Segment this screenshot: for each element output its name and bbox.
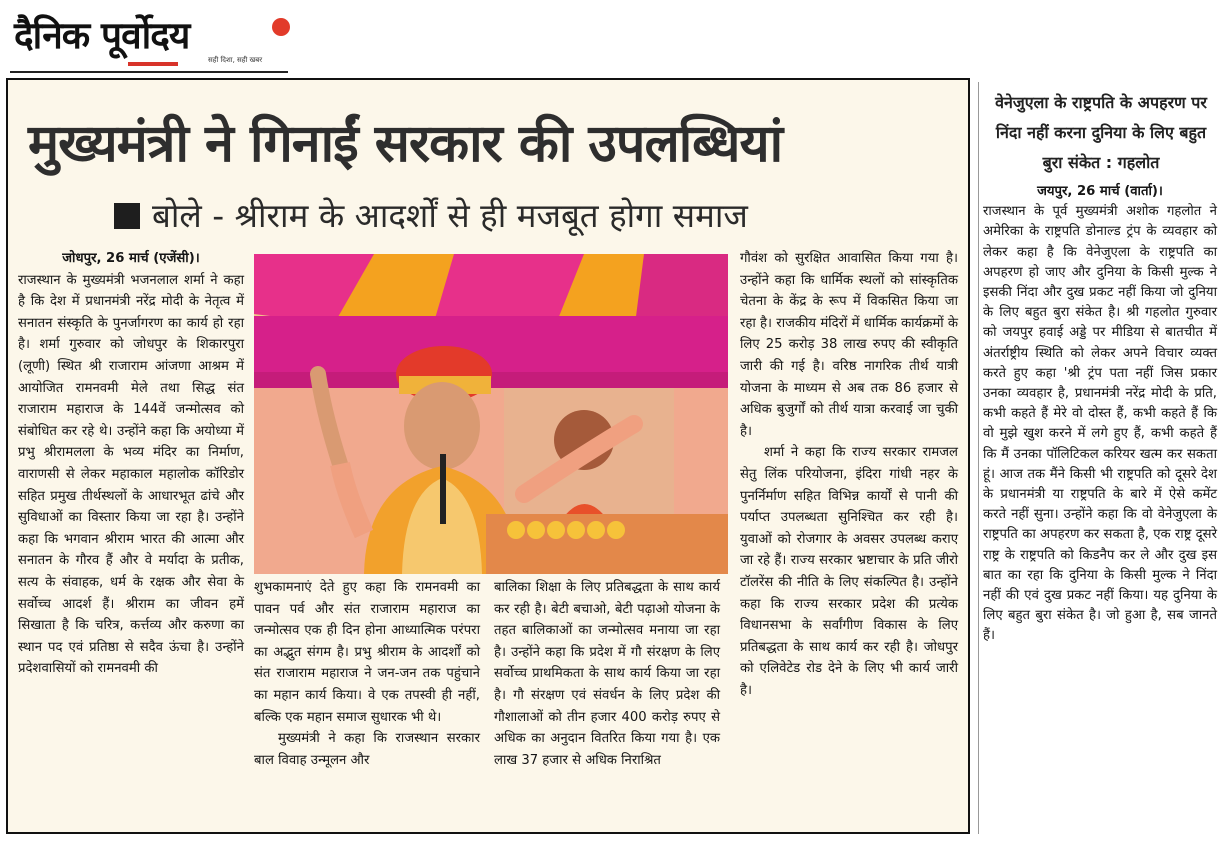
masthead-accent-bar xyxy=(128,62,178,66)
article-dateline: जोधपुर, 26 मार्च (एजेंसी)। xyxy=(62,251,200,266)
article-column-4a-text: गौवंश को सुरक्षित आवासित किया गया है। उन्होंने कहा कि धार्मिक स्थलों को सांस्कृतिक चेतना के केंद्र के रूप में विकसित किया जा रहा है। राजकीय मंदिरों में धार्मिक कार्यक्रमों के लिए 25 करोड़ 38 लाख रुपए की स्वीकृति जारी की गई है। वरिष्ठ नागरिक तीर्थ यात्री योजना के माध्यम से अब तक 86 हजार से अधिक बुजुर्गों को तीर्थ यात्रा करवाई जा चुकी है। xyxy=(740,251,958,439)
masthead-rule xyxy=(10,71,288,73)
newspaper-masthead xyxy=(10,6,288,72)
article-photo xyxy=(254,254,728,574)
sidebar-body xyxy=(983,182,1217,647)
newspaper-logo: दैनिक पूर्वोदय xyxy=(14,14,190,57)
article-column-4b-text: शर्मा ने कहा कि राज्य सरकार रामजल सेतु लिंक परियोजना, इंदिरा गांधी नहर के पुनर्निर्माण सहित विभिन्न कार्यों से पानी की पर्याप्त उपलब्धता सुनिश्चित कर रही है। युवाओं को रोजगार के अवसर उपलब्ध कराए जा रहे हैं। राज्य सरकार भ्रष्टाचार के प्रति जीरो टॉलरेंस की नीति के लिए संकल्पित है। उन्होंने कहा कि राज्य सरकार प्रदेश की प्रत्येक विधानसभा के सर्वांगीण विकास के लिए प्रतिबद्धता के साथ कार्य कर रही है। जोधपुर को एलिवेटेड रोड देने के लिए भी कार्य जारी है। xyxy=(740,445,958,698)
article-column-1 xyxy=(18,248,244,680)
sidebar-dateline: जयपुर, 26 मार्च (वार्ता)। xyxy=(1037,184,1163,199)
main-article xyxy=(6,78,970,834)
bullet-square xyxy=(114,203,140,229)
article-subhead xyxy=(114,192,748,237)
article-column-4 xyxy=(740,248,958,701)
article-column-2-text: शुभकामनाएं देते हुए कहा कि रामनवमी का पावन पर्व और संत राजाराम महाराज का जन्मोत्सव एक ही दिन होना आध्यात्मिक परंपरा का अद्भुत संगम है। प्रभु श्रीराम के आदर्शों को संत राजाराम महाराज ने जन-जन तक पहुंचाने का महान कार्य किया। वे एक तपस्वी ही नहीं, बल्कि एक महान समाज सुधारक भी थे। xyxy=(254,580,480,725)
article-column-2b-text: मुख्यमंत्री ने कहा कि राजस्थान सरकार बाल विवाह उन्मूलन और xyxy=(254,731,480,768)
sidebar-article xyxy=(978,82,1219,834)
masthead-tagline: सही दिशा, सही खबर xyxy=(208,56,263,64)
article-headline: मुख्यमंत्री ने गिनाईं सरकार की उपलब्धियां xyxy=(28,114,783,174)
article-column-2 xyxy=(254,577,480,771)
logo-dot xyxy=(272,18,290,36)
article-column-1-text: राजस्थान के मुख्यमंत्री भजनलाल शर्मा ने कहा है कि देश में प्रधानमंत्री नरेंद्र मोदी के नेतृत्व में सनातन संस्कृति के पुनर्जागरण का कार्य हो रहा है। शर्मा गुरुवार को जोधपुर के शिकारपुरा (लूणी) स्थित श्री राजाराम आंजणा आश्रम में आयोजित रामनवमी मेले तथा सिद्ध संत राजाराम महाराज के 144वें जन्मोत्सव को संबोधित कर रहे थे। उन्होंने कहा कि अयोध्या में प्रभु श्रीरामलला के भव्य मंदिर का निर्माण, वाराणसी से लेकर महाकाल महालोक कॉरिडोर सहित प्रमुख तीर्थस्थलों के आधारभूत ढांचे और सुविधाओं का विस्तार किया जा रहा है। उन्होंने कहा कि भगवान श्रीराम भारत की आत्मा और सनातन के गौरव हैं और वे मर्यादा के प्रतीक, सत्य के संवाहक, धर्म के रक्षक और सेवा के सर्वोच्च आदर्श हैं। श्रीराम का जीवन हमें सिखाता है कि चरित्र, कर्त्तव्य और करुणा का स्थान पद एवं प्रतिष्ठा से सदैव ऊंचा है। उन्होंने प्रदेशवासियों को रामनवमी की xyxy=(18,272,244,677)
article-subhead-text: बोले - श्रीराम के आदर्शों से ही मजबूत होगा समाज xyxy=(152,196,748,235)
article-column-3-text: बालिका शिक्षा के लिए प्रतिबद्धता के साथ कार्य कर रही है। बेटी बचाओ, बेटी पढ़ाओ योजना के तहत बालिकाओं का जन्मोत्सव मनाया जा रहा है। उन्होंने कहा कि प्रदेश में गौ संरक्षण के लिए सर्वोच्च प्राथमिकता के साथ कार्य किया जा रहा है। गौ संरक्षण एवं संवर्धन के लिए प्रदेश की गौशालाओं को तीन हजार 400 करोड़ रुपए से अधिक का अनुदान वितरित किया गया है। एक लाख 37 हजार से अधिक निराश्रित xyxy=(494,580,720,768)
sidebar-headline: वेनेजुएला के राष्ट्रपति के अपहरण पर निंदा नहीं करना दुनिया के लिए बहुत बुरा संकेत : गहलोत xyxy=(995,93,1207,172)
sidebar-body-text: राजस्थान के पूर्व मुख्यमंत्री अशोक गहलोत ने अमेरिका के राष्ट्रपति डोनाल्ड ट्रंप के व्यवहार को लेकर कहा है कि वेनेजुएला के राष्ट्रपति का अपहरण हो जाए और दुनिया के किसी मुल्क ने इसकी निंदा और दुख प्रकट नहीं किया जो दुनिया के लिए बहुत बुरा संकेत है। श्री गहलोत गुरुवार को जयपुर हवाई अड्डे पर मीडिया से बातचीत में अंतर्राष्ट्रीय स्थिति को लेकर अपने विचार व्यक्त करते हुए कहा 'श्री ट्रंप पता नहीं जिस प्रकार उनका व्यवहार है, प्रधानमंत्री नरेंद्र मोदी के प्रति, कभी कहते हैं मेरे वो दोस्त हैं, कभी कहते हैं कि वो मुझे खुश करने में लगे हुए हैं, कभी कहते हैं कि मैं उनका पॉलिटिकल करियर खत्म कर सकता हूं। आज तक मैंने किसी भी राष्ट्रपति को दूसरे देश के प्रधानमंत्री या राष्ट्रपति के बारे में ऐसे कमेंट करते नहीं सुना। उन्होंने कहा कि वो वेनेजुएला के राष्ट्रपति का अपहरण कर सकता है, एक राष्ट्र दूसरे राष्ट्र के राष्ट्रपति को किडनैप कर ले और दुख इस बात का रहा कि दुनिया के किसी मुल्क ने निंदा नहीं की एवं दुख प्रकट नहीं किया। यह दुनिया के लिए बहुत बुरा संकेत है। जो हुआ है, सब जानते हैं। xyxy=(983,204,1217,644)
article-column-3 xyxy=(494,577,720,771)
chief-minister-speech-photo xyxy=(254,254,728,574)
